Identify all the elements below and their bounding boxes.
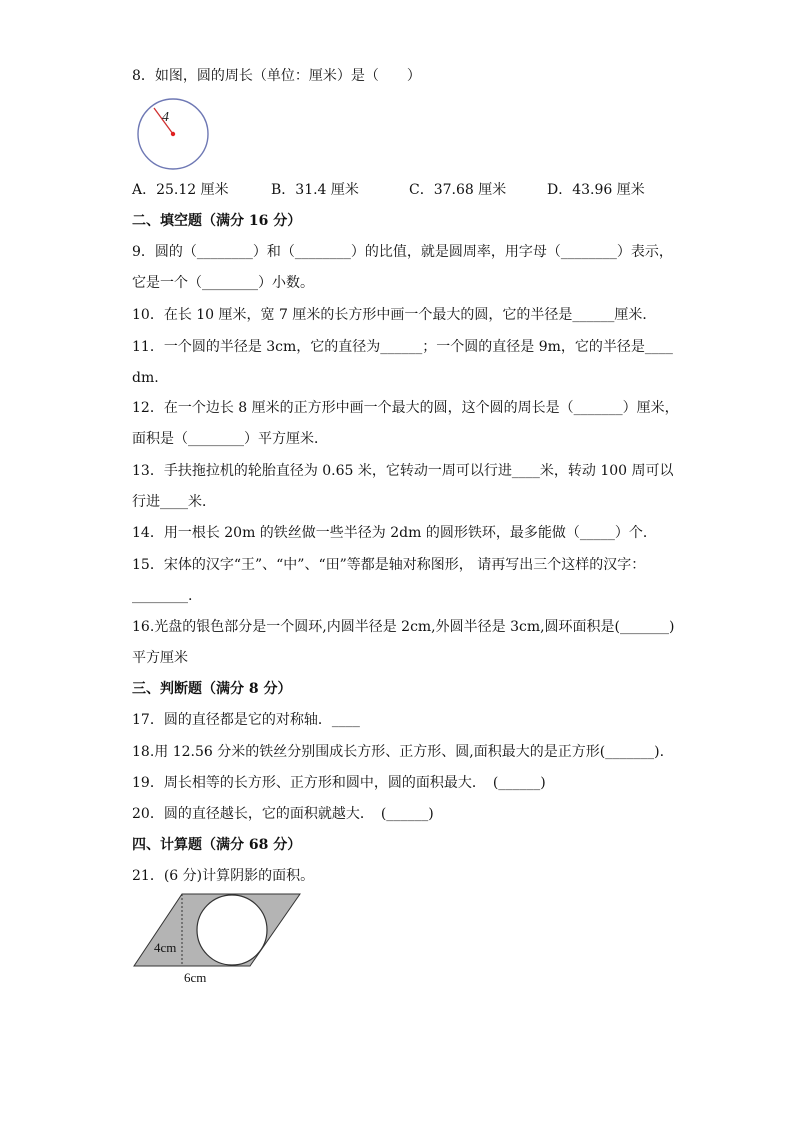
base-label: 6cm [184,970,207,985]
fill-line-10: 14．用一根长 20m 的铁丝做一些半径为 2dm 的圆形铁环，最多能做（_____）个． [132,525,657,541]
question-21-text: 21．(6 分)计算阴影的面积。 [132,868,315,884]
radius-label: 4 [162,110,169,125]
option-c: C．37.68 厘米 [409,182,507,198]
fill-line-7: 面积是（________）平方厘米． [132,431,328,447]
fill-line-1: 9．圆的（________）和（________）的比值，就是圆周率，用字母（________）表示， [132,244,673,260]
option-a: A．25.12 厘米 [132,182,229,198]
judge-line-17: 17．圆的直径都是它的对称轴．____ [132,712,360,728]
judge-line-19: 19．周长相等的长方形、正方形和圆中，圆的面积最大． (______) [132,775,546,791]
fill-line-8: 13．手扶拖拉机的轮胎直径为 0.65 米，它转动一周可以行进____米，转动 100 周可以 [132,463,674,479]
fill-line-6: 12．在一个边长 8 厘米的正方形中画一个最大的圆，这个圆的周长是（_______）厘米， [132,400,679,416]
fill-line-9: 行进____米． [132,494,216,510]
option-d: D．43.96 厘米 [547,182,645,198]
fill-line-5: dm. [132,370,159,386]
option-b: B．31.4 厘米 [271,182,359,198]
parallelogram-figure [130,890,306,986]
judge-line-18: 18.用 12.56 分米的铁丝分别围成长方形、正方形、圆,面积最大的是正方形(_______). [132,744,665,760]
circle-figure [132,96,214,174]
question-8-text: 8．如图，圆的周长（单位：厘米）是（ ） [132,68,421,84]
fill-line-14: 平方厘米 [132,650,188,666]
center-dot [171,132,175,136]
inner-circle [197,895,267,965]
fill-line-12: ________. [132,588,193,604]
fill-line-3: 10．在长 10 厘米，宽 7 厘米的长方形中画一个最大的圆，它的半径是______厘米． [132,307,657,323]
fill-line-2: 它是一个（________）小数。 [132,275,314,291]
section-fill-heading: 二、填空题（满分 16 分） [132,213,302,229]
judge-line-20: 20．圆的直径越长，它的面积就越大． (______) [132,806,434,822]
section-calc-heading: 四、计算题（满分 68 分） [132,837,302,853]
section-judge-heading: 三、判断题（满分 8 分） [132,681,292,697]
fill-line-13: 16.光盘的银色部分是一个圆环,内圆半径是 2cm,外圆半径是 3cm,圆环面积是(_______) [132,619,675,635]
fill-line-4: 11．一个圆的半径是 3cm，它的直径为______；一个圆的直径是 9m，它的半径是____ [132,339,673,355]
height-label: 4cm [154,940,177,955]
fill-line-11: 15．宋体的汉字“王”、“中”、“田”等都是轴对称图形， 请再写出三个这样的汉字： [132,557,646,573]
